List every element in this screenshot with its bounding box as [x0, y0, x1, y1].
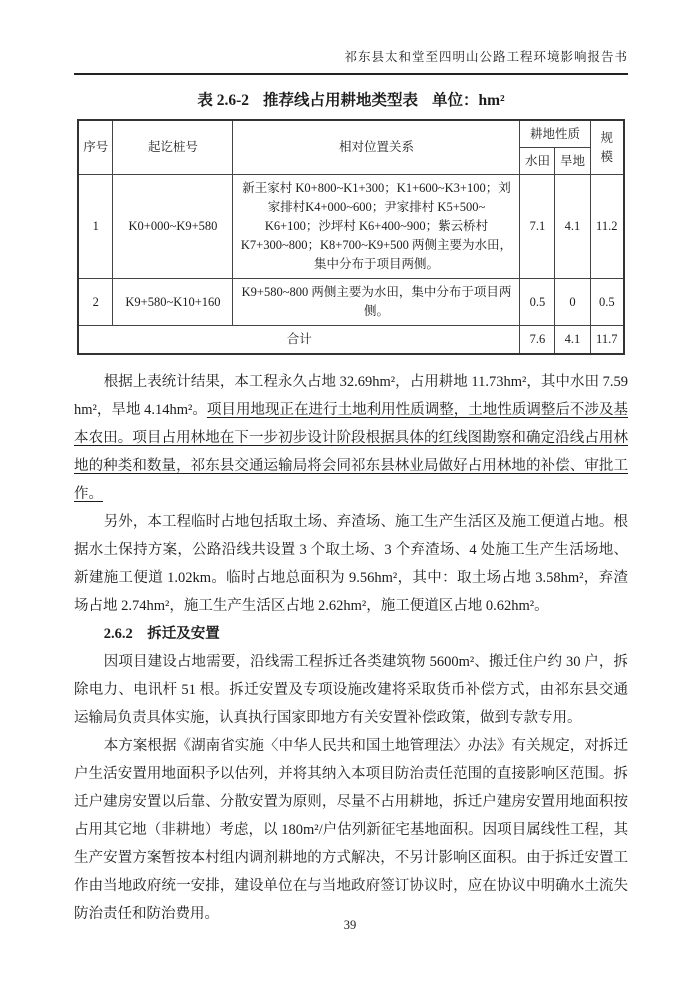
cell-position: 新王家村 K0+800~K1+300；K1+600~K3+100；刘家排村K4+000~600；尹家排村 K5+500~ K6+100；沙坪村 K6+400~900；紫云桥村 K7+300~800；K8+700~K9+500 两侧主要为水田，集中分布于项目两侧。 [233, 175, 520, 279]
col-header-seq: 序号 [78, 120, 113, 175]
report-title: 祁东县太和堂至四明山公路工程环境影响报告书 [344, 50, 628, 64]
cell-dry: 4.1 [555, 175, 590, 279]
cell-stake: K9+580~K10+160 [113, 279, 233, 326]
cell-scale: 0.5 [590, 279, 624, 326]
cell-total-dry: 4.1 [555, 326, 590, 355]
paragraph-demolition: 因项目建设占地需要，沿线需工程拆迁各类建筑物 5600m²、搬迁住户约 30 户，拆除电力、电讯杆 51 根。拆迁安置及专项设施改建将采取货币补偿方式，由祁东县交通运输局负责具体实施，认真执行国家即地方有关安置补偿政策，做到专款专用。 [74, 654, 628, 726]
table-unit: 单位：hm² [432, 92, 505, 109]
paragraph-underlined-segment: 项目用地现正在进行土地利用性质调整，土地性质调整后不涉及基本农田。项目占用林地在下一步初步设计阶段根据具体的红线图勘察和确定沿线占用林地的种类和数量，祁东县交通运输局将会同祁东县林业局做好占用林地的补偿、审批工作。 [74, 402, 628, 502]
col-header-scale: 规模 [590, 120, 624, 175]
farmland-occupation-table [77, 119, 625, 355]
cell-position: K9+580~800 两侧主要为水田，集中分布于项目两侧。 [233, 279, 520, 326]
col-header-land-type: 耕地性质 [520, 120, 590, 148]
cell-total-scale: 11.7 [590, 326, 624, 355]
table-total-row [78, 326, 624, 355]
paragraph-normal-segment: 根据上表统计结果，本工程永久占地 32.69hm²，占用耕地 11.73hm²，其中水田 7.59hm²，旱地 4.14hm²。 [74, 374, 628, 418]
paragraph-temporary-land: 另外，本工程临时占地包括取土场、弃渣场、施工生产生活区及施工便道占地。根据水土保持方案，公路沿线共设置 3 个取土场、3 个弃渣场、4 处施工生产生活场地、新建施工便道 1.02km。临时占地总面积为 9.56hm²，其中：取土场占地 3.58hm²，弃渣场占地 2.74hm²，施工生产生活区占地 2.62hm²，施工便道区占地 0.62hm²。 [74, 514, 628, 614]
cell-total-label: 合计 [78, 326, 520, 355]
body-text [74, 368, 628, 928]
running-header [74, 48, 628, 75]
cell-seq: 2 [78, 279, 113, 326]
table-row [78, 279, 624, 326]
col-header-stake: 起讫桩号 [113, 120, 233, 175]
col-header-dry: 旱地 [555, 148, 590, 175]
cell-total-paddy: 7.6 [520, 326, 555, 355]
paragraph-land-statistics [74, 368, 628, 508]
cell-scale: 11.2 [590, 175, 624, 279]
cell-seq: 1 [78, 175, 113, 279]
table-number: 表 2.6-2 [197, 92, 249, 109]
page-number: 39 [343, 918, 357, 932]
col-header-paddy: 水田 [520, 148, 555, 175]
col-header-position: 相对位置关系 [233, 120, 520, 175]
cell-paddy: 0.5 [520, 279, 555, 326]
paragraph-resettlement: 本方案根据《湖南省实施〈中华人民共和国土地管理法〉办法》有关规定，对拆迁户生活安置用地面积予以估列，并将其纳入本项目防治责任范围的直接影响区范围。拆迁户建房安置以后靠、分散安置为原则，尽量不占用耕地，拆迁户建房安置用地面积按占用其它地（非耕地）考虑，以 180m²/户估列新征宅基地面积。因项目属线性工程，其生产安置方案暂按本村组内调剂耕地的方式解决，不另计影响区面积。由于拆迁安置工作由当地政府统一安排，建设单位在与当地政府签订协议时，应在协议中明确水土流失防治责任和防治费用。 [74, 738, 628, 922]
cell-paddy: 7.1 [520, 175, 555, 279]
table-row [78, 175, 624, 279]
table-title: 推荐线占用耕地类型表 [262, 92, 418, 109]
cell-stake: K0+000~K9+580 [113, 175, 233, 279]
cell-dry: 0 [555, 279, 590, 326]
table-caption [74, 91, 628, 111]
section-heading-2-6-2: 2.6.2 拆迁及安置 [103, 626, 220, 642]
